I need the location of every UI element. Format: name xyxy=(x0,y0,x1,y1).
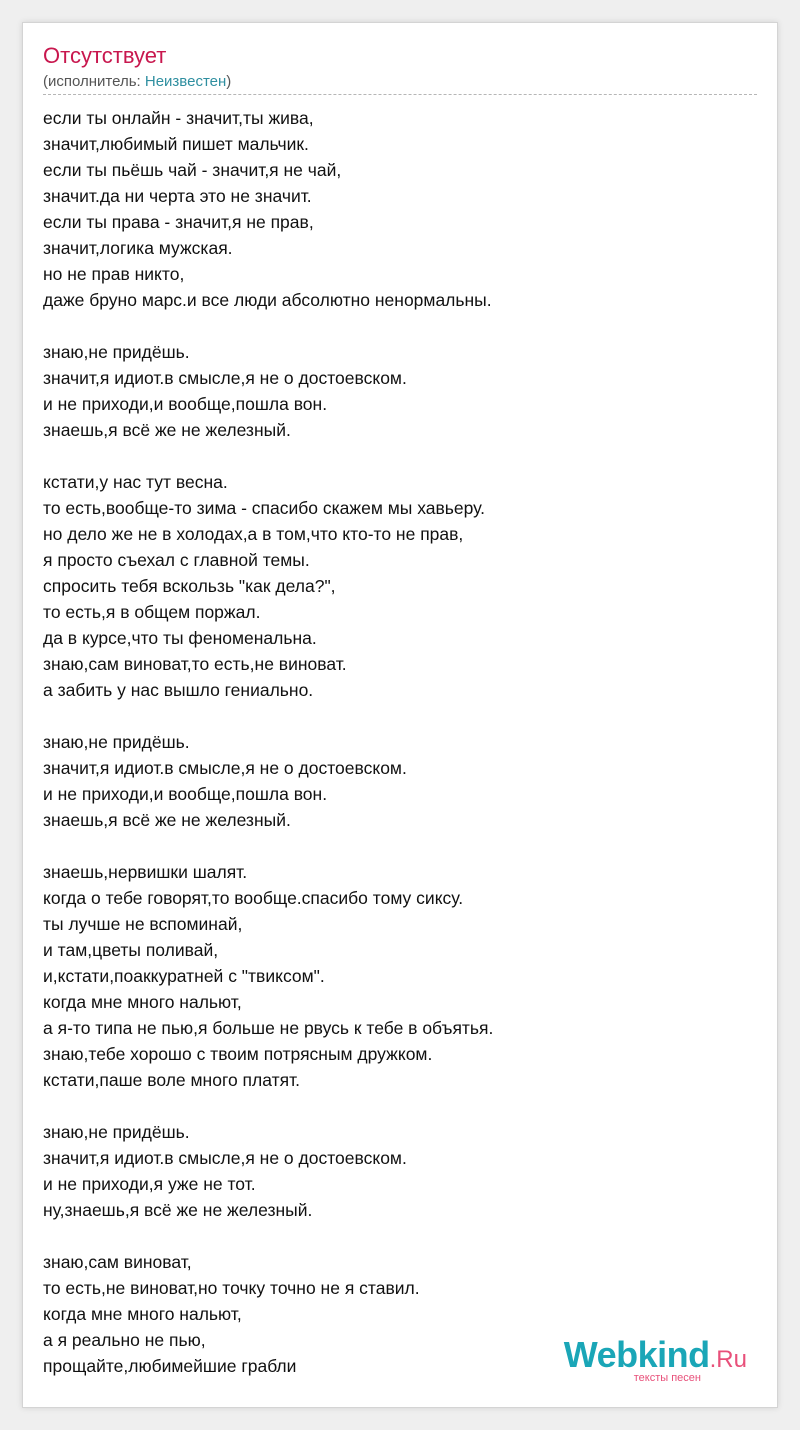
lyric-line: когда мне много нальют, xyxy=(43,1304,242,1324)
artist-link[interactable]: Неизвестен xyxy=(144,73,227,90)
logo-subtitle: тексты песен xyxy=(633,1372,701,1384)
song-title: Отсутствует xyxy=(43,43,167,68)
stanza-gap xyxy=(43,313,763,339)
lyric-line: ты лучше не вспоминай, xyxy=(43,914,243,934)
lyric-line: знаешь,я всё же не железный. xyxy=(43,810,291,830)
logo-wordmark xyxy=(563,1334,747,1375)
stanza-gap xyxy=(43,703,763,729)
lyric-line: прощайте,любимейшие грабли xyxy=(43,1356,297,1376)
lyric-line: знаю,сам виноват, xyxy=(43,1252,192,1272)
lyric-line: знаю,тебе хорошо с твоим потрясным дружком. xyxy=(43,1044,433,1064)
lyric-line: а я реально не пью, xyxy=(43,1330,206,1350)
lyric-line: и не приходи,я уже не тот. xyxy=(43,1174,256,1194)
lyric-line: а я-то типа не пью,я больше не рвусь к тебе в объятья. xyxy=(43,1018,494,1038)
lyric-line: значит.да ни черта это не значит. xyxy=(43,186,312,206)
lyrics-body xyxy=(43,105,763,1379)
lyric-line: и не приходи,и вообще,пошла вон. xyxy=(43,394,328,414)
lyric-line: спросить тебя вскользь "как дела?", xyxy=(43,576,336,596)
stanza-gap xyxy=(43,443,763,469)
lyric-line: а забить у нас вышло гениально. xyxy=(43,680,314,700)
stanza-gap xyxy=(43,1223,763,1249)
lyric-line: и не приходи,и вообще,пошла вон. xyxy=(43,784,328,804)
lyric-line: и,кстати,поаккуратней с "твиксом". xyxy=(43,966,325,986)
stanza-gap xyxy=(43,833,763,859)
lyric-line: кстати,паше воле много платят. xyxy=(43,1070,301,1090)
logo-main-text: Webkind xyxy=(563,1334,710,1375)
lyric-line: то есть,вообще-то зима - спасибо скажем мы хавьеру. xyxy=(43,498,486,518)
lyric-line: значит,логика мужская. xyxy=(43,238,233,258)
lyric-line: и там,цветы поливай, xyxy=(43,940,219,960)
lyric-line: ну,знаешь,я всё же не железный. xyxy=(43,1200,313,1220)
dashed-divider xyxy=(43,94,757,95)
lyric-line: значит,я идиот.в смысле,я не о достоевском. xyxy=(43,368,407,388)
lyric-line: знаю,не придёшь. xyxy=(43,1122,190,1142)
lyric-line: если ты пьёшь чай - значит,я не чай, xyxy=(43,160,342,180)
lyric-line: то есть,я в общем поржал. xyxy=(43,602,261,622)
site-logo[interactable] xyxy=(547,1334,747,1389)
lyric-line: да в курсе,что ты феноменальна. xyxy=(43,628,317,648)
lyric-line: если ты онлайн - значит,ты жива, xyxy=(43,108,314,128)
lyric-line: знаю,сам виноват,то есть,не виноват. xyxy=(43,654,347,674)
lyric-line: я просто съехал с главной темы. xyxy=(43,550,310,570)
lyric-line: знаю,не придёшь. xyxy=(43,342,190,362)
lyrics-card xyxy=(22,22,778,1408)
lyric-line: но не прав никто, xyxy=(43,264,185,284)
lyric-line: значит,я идиот.в смысле,я не о достоевском. xyxy=(43,758,407,778)
lyric-line: но дело же не в холодах,а в том,что кто-то не прав, xyxy=(43,524,464,544)
artist-prefix: (исполнитель: xyxy=(43,73,145,90)
stanza-gap xyxy=(43,1093,763,1119)
lyric-line: то есть,не виноват,но точку точно не я ставил. xyxy=(43,1278,420,1298)
lyric-line: даже бруно марс.и все люди абсолютно ненормальны. xyxy=(43,290,492,310)
artist-line xyxy=(43,74,231,89)
lyric-line: когда о тебе говорят,то вообще.спасибо тому сиксу. xyxy=(43,888,464,908)
lyric-line: если ты права - значит,я не прав, xyxy=(43,212,314,232)
lyric-line: знаю,не придёшь. xyxy=(43,732,190,752)
lyric-line: знаешь,нервишки шалят. xyxy=(43,862,248,882)
artist-suffix: ) xyxy=(226,73,232,90)
lyric-line: когда мне много нальют, xyxy=(43,992,242,1012)
logo-tld: .Ru xyxy=(709,1346,747,1373)
lyric-line: значит,я идиот.в смысле,я не о достоевском. xyxy=(43,1148,407,1168)
lyric-line: значит,любимый пишет мальчик. xyxy=(43,134,309,154)
lyric-line: кстати,у нас тут весна. xyxy=(43,472,228,492)
lyric-line: знаешь,я всё же не железный. xyxy=(43,420,291,440)
